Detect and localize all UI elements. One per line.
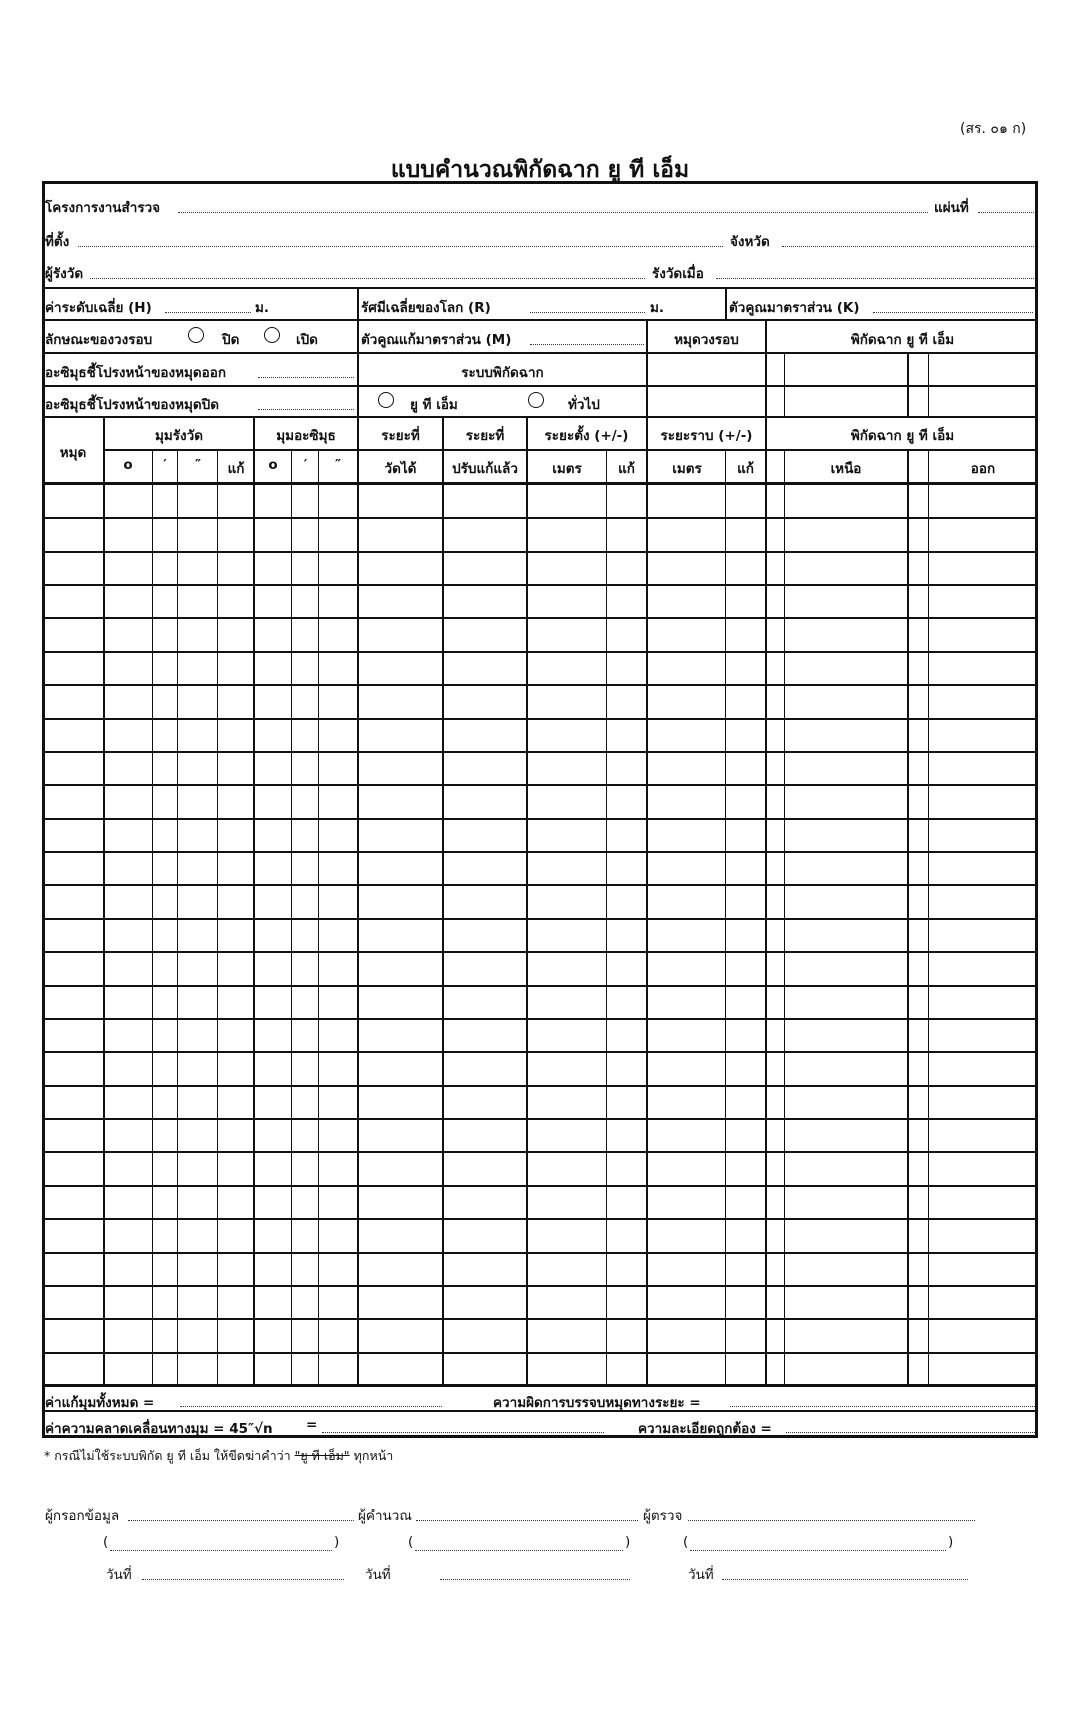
total-angle-corr-field[interactable] [180, 1406, 442, 1407]
closed-label: ปิด [222, 332, 240, 348]
grid-col-line [357, 418, 359, 1385]
angular-misclosure-equals: = [306, 1417, 318, 1433]
th-horizontal-meter: เมตร [672, 461, 702, 477]
project-field[interactable] [178, 212, 928, 213]
grid-row-line [42, 718, 1038, 720]
open-radio[interactable] [264, 327, 280, 343]
utm-radio[interactable] [378, 392, 394, 408]
general-radio[interactable] [528, 392, 544, 408]
closed-radio[interactable] [188, 327, 204, 343]
th-horizontal-corr: แก้ [737, 461, 754, 477]
calculator-label: ผู้คำนวณ [358, 1508, 412, 1524]
checker-date-label: วันที่ [688, 1567, 714, 1583]
th-north: เหนือ [830, 461, 862, 477]
province-label: จังหวัด [730, 234, 770, 250]
grid-col-line [442, 418, 444, 1385]
earth-radius-unit: ม. [650, 300, 665, 316]
th-east: ออก [970, 461, 996, 477]
grid-row-line [42, 551, 1038, 553]
calculator-name-field[interactable] [415, 1550, 623, 1551]
open-label: เปิด [296, 332, 318, 348]
survey-date-field[interactable] [716, 278, 1034, 279]
th-min: ′ [163, 457, 167, 473]
grid-row-line [42, 1151, 1038, 1153]
grid-row-line [42, 517, 1038, 519]
grid-row-line [42, 1218, 1038, 1220]
grid-row-line [42, 1285, 1038, 1287]
checker-paren-open: ( [683, 1534, 689, 1550]
th-dist-corrected-1: ระยะที่ [465, 428, 505, 444]
accuracy-label: ความละเอียดถูกต้อง = [638, 1421, 772, 1437]
grid-row-line [42, 584, 1038, 586]
sheet-field[interactable] [978, 212, 1034, 213]
scale-factor-k-field[interactable] [873, 312, 1033, 313]
grid-row-line [42, 884, 1038, 886]
recorder-date-field[interactable] [142, 1579, 344, 1580]
grid-col-line [646, 418, 648, 1385]
scale-factor-m-field[interactable] [530, 344, 644, 345]
th-dist-measured-2: วัดได้ [384, 461, 417, 477]
earth-radius-label: รัศมีเฉลี่ยของโลก (R) [361, 300, 491, 316]
checker-label: ผู้ตรวจ [643, 1508, 683, 1524]
grid-col-line [526, 418, 528, 1385]
grid-row-line [42, 617, 1038, 619]
grid-row-line [42, 1185, 1038, 1187]
recorder-date-label: วันที่ [106, 1567, 132, 1583]
surveyor-label: ผู้รังวัด [45, 266, 84, 282]
azimuth-end-field[interactable] [258, 409, 354, 410]
th-sec: ″ [194, 457, 202, 473]
coord-system-label: ระบบพิกัดฉาก [461, 365, 544, 381]
angular-misclosure-field[interactable] [322, 1432, 604, 1433]
th-az-sec: ″ [334, 457, 342, 473]
scale-factor-m-label: ตัวคูณแก้มาตราส่วน (M) [361, 332, 512, 348]
avg-height-unit: ม. [255, 300, 270, 316]
recorder-paren-close: ) [334, 1534, 340, 1550]
surveyor-field[interactable] [90, 278, 645, 279]
closure-error-field[interactable] [730, 1406, 1035, 1407]
grid-row-line [42, 1118, 1038, 1120]
calculator-date-field[interactable] [440, 1579, 630, 1580]
footnote-strike: "ยู ที เอ็ม" [294, 1448, 350, 1463]
th-dist-measured-1: ระยะที่ [381, 428, 420, 444]
closure-error-label: ความผิดการบรรจบหมุดทางระยะ = [493, 1395, 701, 1411]
th-angle-corr: แก้ [227, 461, 245, 477]
recorder-paren-open: ( [103, 1534, 109, 1550]
azimuth-end-label: อะซิมุธชี้โปรงหน้าของหมุดปิด [45, 397, 220, 413]
grid-col-line [103, 418, 105, 1385]
project-label: โครงการงานสำรวจ [45, 200, 161, 216]
grid-row-line [42, 1252, 1038, 1254]
grid-row-line [42, 1318, 1038, 1320]
sheet-label: แผ่นที่ [934, 200, 969, 216]
avg-height-label: ค่าระดับเฉลี่ย (H) [45, 300, 152, 316]
th-az-min: ′ [303, 457, 308, 473]
traverse-type-label: ลักษณะของวงรอบ [45, 332, 153, 348]
th-measured-angle: มุมรังวัด [155, 428, 203, 444]
grid-row-line [42, 1018, 1038, 1020]
grid-row-line [42, 1085, 1038, 1087]
grid-row-line [42, 851, 1038, 853]
earth-radius-field[interactable] [530, 312, 645, 313]
grid-row-line [42, 951, 1038, 953]
form-title: แบบคำนวณพิกัดฉาก ยู ที เอ็ม [390, 157, 690, 183]
angular-misclosure-label: ค่าความคลาดเคลื่อนทางมุม = 45″√n [45, 1421, 273, 1437]
grid-row-line [42, 985, 1038, 987]
azimuth-start-field[interactable] [258, 377, 354, 378]
utm-coord-label: พิกัดฉาก ยู ที เอ็ม [850, 332, 955, 348]
avg-height-field[interactable] [165, 312, 251, 313]
th-horizontal: ระยะราบ (+/-) [660, 428, 753, 444]
checker-date-field[interactable] [722, 1579, 968, 1580]
location-field[interactable] [78, 246, 723, 247]
survey-date-label: รังวัดเมื่อ [652, 266, 704, 282]
th-vertical-meter: เมตร [552, 461, 582, 477]
utm-option-label: ยู ที เอ็ม [410, 397, 458, 413]
th-az-deg: o [268, 457, 278, 473]
grid-row-line [42, 684, 1038, 686]
th-station: หมุด [59, 445, 87, 461]
th-azimuth: มุมอะซิมุธ [276, 428, 336, 444]
calculator-date-label: วันที่ [365, 1567, 391, 1583]
grid-row-line [42, 751, 1038, 753]
grid-row-line [42, 784, 1038, 786]
grid-row-line [42, 1352, 1038, 1354]
azimuth-start-label: อะซิมุธชี้โปรงหน้าของหมุดออก [45, 365, 227, 381]
th-vertical-corr: แก้ [618, 461, 635, 477]
grid-col-line [765, 418, 767, 1385]
footnote: * กรณีไม่ใช้ระบบพิกัด ยู ที เอ็ม ให้ขีดฆ่าคำว่า "ยู ที เอ็ม" ทุกหน้า [44, 1448, 394, 1463]
recorder-label: ผู้กรอกข้อมูล [45, 1508, 120, 1524]
checker-field[interactable] [688, 1520, 975, 1521]
scale-factor-k-label: ตัวคูณมาตราส่วน (K) [729, 300, 860, 316]
recorder-field[interactable] [128, 1520, 354, 1521]
calculator-paren-close: ) [625, 1534, 631, 1550]
calculator-field[interactable] [416, 1520, 638, 1521]
grid-row-line [42, 918, 1038, 920]
total-angle-corr-label: ค่าแก้มุมทั้งหมด = [45, 1395, 155, 1411]
th-vertical: ระยะตั้ง (+/-) [544, 428, 629, 444]
province-field[interactable] [782, 246, 1034, 247]
recorder-name-field[interactable] [110, 1550, 332, 1551]
calculator-paren-open: ( [408, 1534, 414, 1550]
grid-row-line [42, 1051, 1038, 1053]
grid-row-line [42, 651, 1038, 653]
checker-name-field[interactable] [690, 1550, 946, 1551]
traverse-station-label: หมุดวงรอบ [674, 332, 739, 348]
th-utm: พิกัดฉาก ยู ที เอ็ม [850, 428, 955, 444]
location-label: ที่ตั้ง [45, 234, 70, 250]
general-option-label: ทั่วไป [568, 397, 600, 413]
checker-paren-close: ) [948, 1534, 954, 1550]
th-dist-corrected-2: ปรับแก้แล้ว [452, 461, 518, 477]
accuracy-field[interactable] [786, 1432, 1035, 1433]
grid-row-line [42, 818, 1038, 820]
grid-col-line [253, 418, 255, 1385]
form-code: (สร. ๐๑ ก) [960, 121, 1027, 137]
th-deg: o [123, 457, 133, 473]
